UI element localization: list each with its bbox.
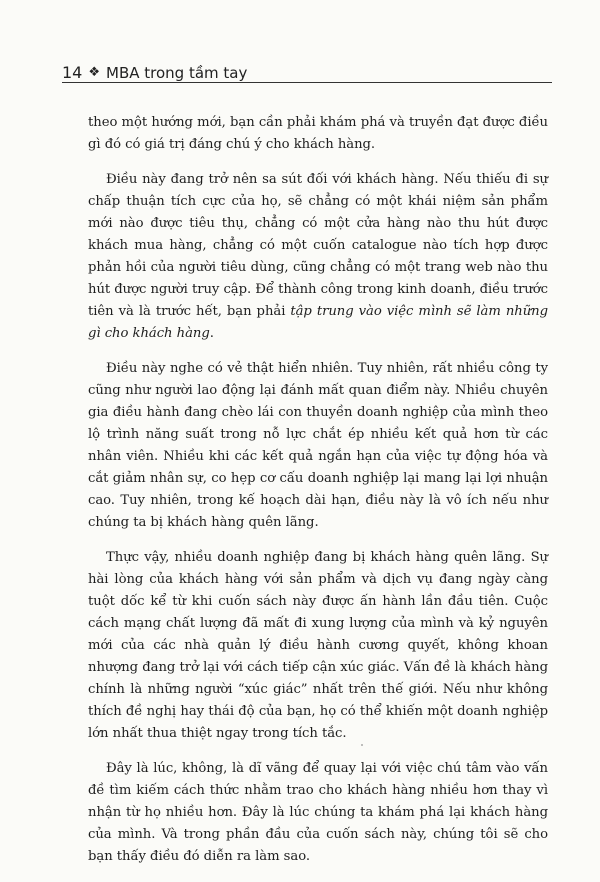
diamond-ornament-icon: ❖	[88, 65, 101, 80]
paragraph-1	[88, 112, 548, 156]
book-title: MBA trong tầm tay	[106, 64, 248, 82]
running-header	[62, 56, 552, 82]
paragraph-text: Điều này nghe có vẻ thật hiển nhiên. Tuy nhiên, rất nhiều công ty cũng như người lao động lại đánh mất quan điểm này. Nhiều chuyên gia điều hành đang chèo lái con thuyền doanh nghiệp của mình theo lộ trình năng suất trong nỗ lực chắt ép nhiều kết quả hơn từ các nhân viên. Nhiều khi các kết quả ngắn hạn của việc tự động hóa và cắt giảm nhân sự, co hẹp cơ cấu doanh nghiệp lại mang lại lợi nhuận cao. Tuy nhiên, trong kế hoạch dài hạn, điều này là vô ích nếu như chúng ta bị khách hàng quên lãng.	[88, 361, 548, 530]
paragraph-text: Thực vậy, nhiều doanh nghiệp đang bị khách hàng quên lãng. Sự hài lòng của khách hàng với sản phẩm và dịch vụ đang ngày càng tuột dốc kể từ khi cuốn sách này được ấn hành lần đầu tiên. Cuộc cách mạng chất lượng đã mất đi xung lượng của mình và kỷ nguyên mới của các nhà quản lý điều hành cương quyết, không khoan nhượng đang trở lại với cách tiếp cận xúc giác. Vấn đề là khách hàng chính là những người “xúc giác” nhất trên thế giới. Nếu như không thích đề nghị hay thái độ của bạn, họ có thể khiến một doanh nghiệp lớn nhất thua thiệt ngay trong tích tắc.	[88, 550, 548, 741]
emphasis-text: tập trung vào việc mình sẽ làm những gì cho khách hàng	[88, 304, 548, 341]
paragraph-text: theo một hướng mới, bạn cần phải khám phá và truyền đạt được điều gì đó có giá trị đáng chú ý cho khách hàng.	[88, 115, 548, 152]
paper-speck	[361, 744, 363, 746]
paragraph-4	[88, 547, 548, 745]
page-number: 14	[62, 63, 83, 82]
paragraph-text-end: .	[209, 326, 214, 341]
header-rule	[62, 82, 552, 83]
body-text	[88, 112, 548, 881]
paragraph-2	[88, 169, 548, 345]
paragraph-text: Điều này đang trở nên sa sút đối với khách hàng. Nếu thiếu đi sự chấp thuận tích cực của họ, sẽ chẳng có một khái niệm sản phẩm mới nào được tiêu thụ, chẳng có một cửa hàng nào thu hút được khách mua hàng, chẳng có một cuốn catalogue nào tích hợp được phản hồi của người tiêu dùng, cũng chẳng có một trang web nào thu hút được người truy cập. Để thành công trong kinh doanh, điều trước tiên và là trước hết, bạn phải	[88, 172, 548, 319]
paragraph-3	[88, 358, 548, 534]
paragraph-5	[88, 758, 548, 868]
paragraph-text: Đây là lúc, không, là dĩ vãng để quay lại với việc chú tâm vào vấn đề tìm kiếm cách thức nhằm trao cho khách hàng nhiều hơn thay vì nhận từ họ nhiều hơn. Đây là lúc chúng ta khám phá lại khách hàng của mình. Và trong phần đầu của cuốn sách này, chúng tôi sẽ cho bạn thấy điều đó diễn ra làm sao.	[88, 761, 548, 864]
